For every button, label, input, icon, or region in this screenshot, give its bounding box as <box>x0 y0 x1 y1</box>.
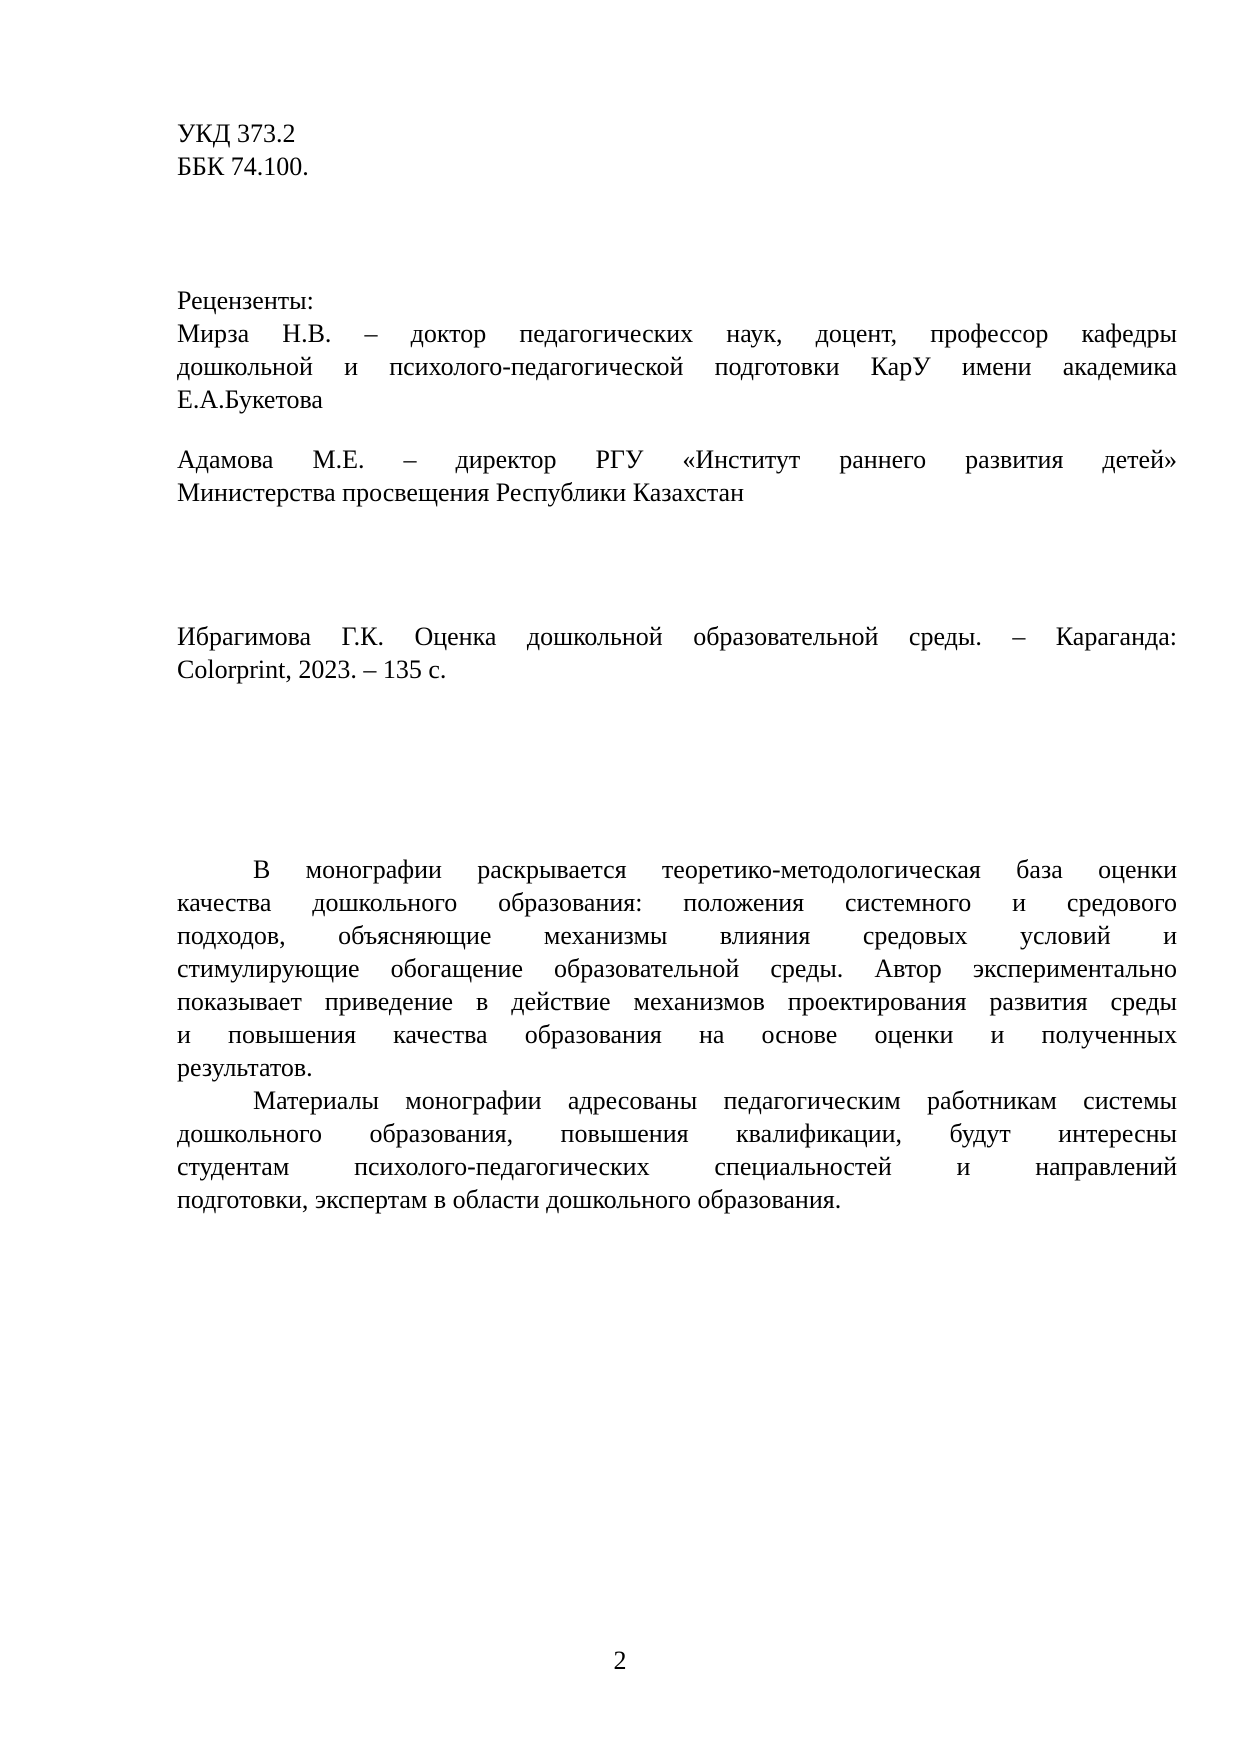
reviewers-heading: Рецензенты: <box>177 286 314 315</box>
udc-code: УКД 373.2 <box>177 119 296 148</box>
abstract-paragraph-2 <box>177 1084 1177 1216</box>
reviewer-1-line-1: Мирза Н.В. – доктор педагогических наук, доцент, профессор кафедры <box>177 319 1177 348</box>
abstract-section <box>177 853 1177 1216</box>
citation-line-2: Colorprint, 2023. – 135 с. <box>177 655 447 684</box>
abstract-p1-line-5: показывает приведение в действие механизмов проектирования развития среды <box>177 987 1177 1016</box>
reviewer-spacer <box>177 416 1177 443</box>
abstract-p1-line-1: В монографии раскрывается теоретико-методологическая база оценки <box>253 855 1177 884</box>
abstract-p2-line-4: подготовки, экспертам в области дошкольного образования. <box>177 1185 842 1214</box>
abstract-paragraph-1 <box>177 853 1177 1084</box>
abstract-p1-line-2: качества дошкольного образования: положения системного и средового <box>177 888 1177 917</box>
reviewer-2-line-2: Министерства просвещения Республики Казахстан <box>177 478 744 507</box>
reviewer-entry-1 <box>177 317 1177 416</box>
reviewer-entry-2 <box>177 443 1177 509</box>
bbk-code: ББК 74.100. <box>177 152 309 181</box>
reviewers-section <box>177 284 1177 509</box>
abstract-p1-line-3: подходов, объясняющие механизмы влияния средовых условий и <box>177 921 1177 950</box>
citation-line-1: Ибрагимова Г.К. Оценка дошкольной образовательной среды. – Караганда: <box>177 622 1177 651</box>
classification-block <box>177 117 1177 183</box>
abstract-p2-line-2: дошкольного образования, повышения квалификации, будут интересны <box>177 1119 1177 1148</box>
page-number: 2 <box>613 1646 627 1675</box>
reviewer-1-line-3: Е.А.Букетова <box>177 385 323 414</box>
abstract-p1-line-4: стимулирующие обогащение образовательной среды. Автор экспериментально <box>177 954 1177 983</box>
abstract-p2-line-3: студентам психолого-педагогических специальностей и направлений <box>177 1152 1177 1181</box>
abstract-p1-line-6: и повышения качества образования на основе оценки и полученных <box>177 1020 1177 1049</box>
bibliographic-citation <box>177 620 1177 686</box>
reviewer-2-line-1: Адамова М.Е. – директор РГУ «Институт раннего развития детей» <box>177 445 1177 474</box>
abstract-p1-line-7: результатов. <box>177 1053 313 1082</box>
reviewer-1-line-2: дошкольной и психолого-педагогической подготовки КарУ имени академика <box>177 352 1177 381</box>
abstract-p2-line-1: Материалы монографии адресованы педагогическим работникам системы <box>253 1086 1177 1115</box>
